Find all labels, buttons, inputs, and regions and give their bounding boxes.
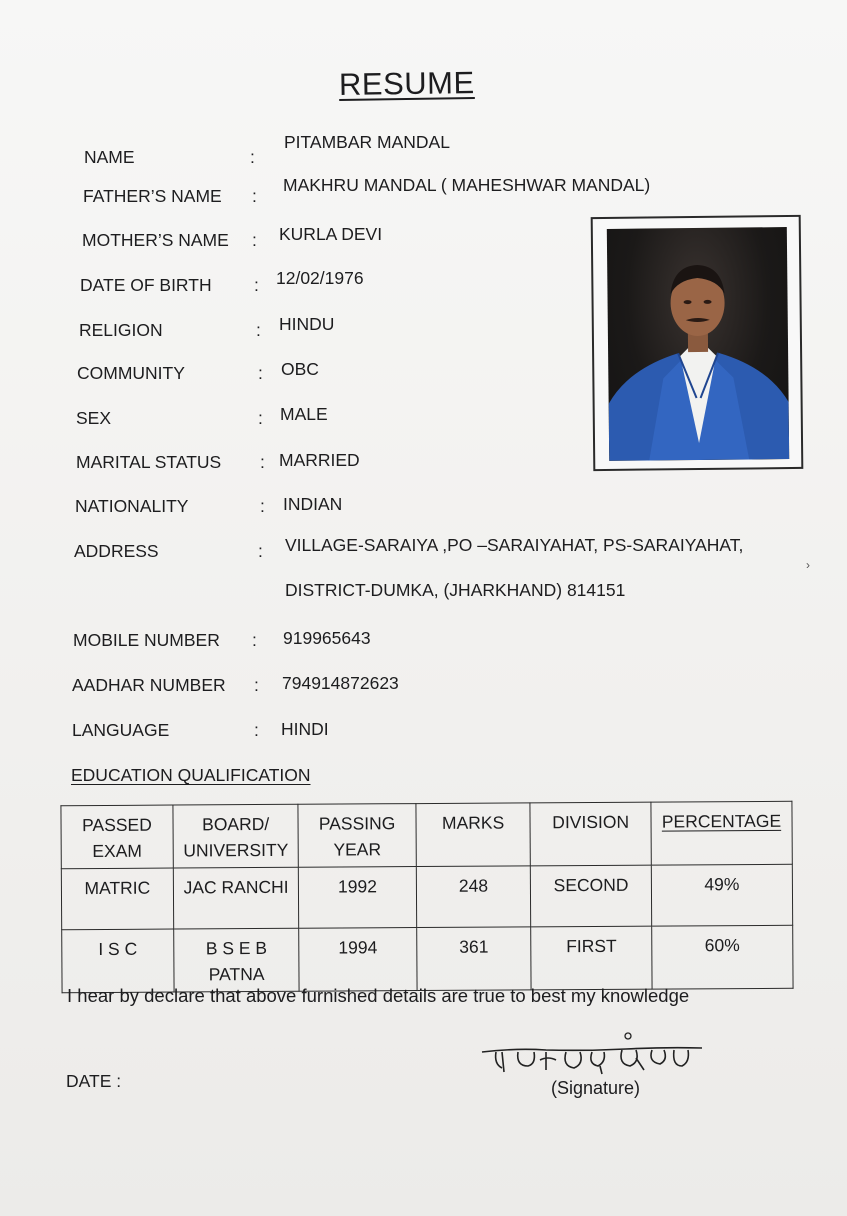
- table-cell: 1994: [299, 928, 417, 992]
- label-sex: SEX: [76, 408, 112, 428]
- table-row: [61, 864, 792, 929]
- education-table-header: [61, 801, 792, 868]
- separator-colon: :: [258, 363, 263, 383]
- label-aadhar-number: AADHAR NUMBER: [72, 675, 226, 695]
- resume-title: RESUME: [338, 65, 475, 102]
- value-mother-s-name: KURLA DEVI: [279, 224, 383, 244]
- label-language: LANGUAGE: [72, 720, 170, 740]
- value-mobile-number: 919965643: [283, 628, 371, 648]
- table-header-cell: [416, 803, 531, 867]
- separator-colon: :: [250, 147, 255, 167]
- value-nationality: INDIAN: [283, 494, 343, 514]
- table-header-label: DIVISION: [552, 811, 630, 833]
- person-portrait-icon: [607, 227, 789, 461]
- table-cell: MATRIC: [61, 868, 173, 930]
- table-header-label: PASSED EXAM: [82, 814, 152, 862]
- table-header-label: BOARD/ UNIVERSITY: [183, 813, 289, 861]
- table-header-cell: [61, 805, 173, 869]
- label-marital-status: MARITAL STATUS: [76, 452, 222, 472]
- value-community: OBC: [281, 359, 319, 379]
- table-cell: FIRST: [531, 926, 652, 990]
- label-community: COMMUNITY: [77, 363, 185, 383]
- value-name: PITAMBAR MANDAL: [284, 132, 450, 152]
- label-mobile-number: MOBILE NUMBER: [73, 630, 220, 650]
- table-cell: 361: [416, 927, 531, 991]
- separator-colon: :: [260, 452, 265, 472]
- separator-colon: :: [254, 675, 259, 695]
- table-cell: SECOND: [531, 865, 652, 927]
- profile-photo-frame: [591, 215, 804, 471]
- education-table: [60, 801, 793, 993]
- separator-colon: :: [258, 408, 263, 428]
- value-sex: MALE: [280, 404, 328, 424]
- value-religion: HINDU: [279, 314, 335, 334]
- value-father-s-name: MAKHRU MANDAL ( MAHESHWAR MANDAL): [283, 175, 651, 195]
- label-father-s-name: FATHER’S NAME: [83, 186, 222, 206]
- label-mother-s-name: MOTHER’S NAME: [82, 230, 229, 250]
- table-header-cell: [651, 801, 793, 865]
- table-header-cell: [173, 804, 299, 868]
- table-cell: JAC RANCHI: [173, 867, 299, 929]
- separator-colon: :: [258, 541, 263, 561]
- paper-mark: ›: [806, 558, 810, 572]
- label-religion: RELIGION: [79, 320, 163, 340]
- table-header-label: MARKS: [441, 812, 505, 833]
- table-cell: 49%: [651, 864, 793, 926]
- label-name: NAME: [84, 147, 135, 167]
- label-address: ADDRESS: [74, 541, 159, 561]
- table-cell: 1992: [299, 867, 417, 929]
- table-cell: 60%: [652, 925, 794, 989]
- table-cell: I S C: [62, 929, 174, 993]
- separator-colon: :: [256, 320, 261, 340]
- table-cell: B S E B PATNA: [174, 928, 300, 992]
- date-label: DATE :: [66, 1071, 122, 1091]
- declaration-text: I hear by declare that above furnished details are true to best my knowledge: [67, 985, 690, 1006]
- signature-caption: (Signature): [551, 1078, 641, 1098]
- table-header-label: PERCENTAGE: [661, 810, 782, 832]
- separator-colon: :: [254, 720, 259, 740]
- table-header-cell: [298, 804, 416, 868]
- value-address-line2: DISTRICT-DUMKA, (JHARKHAND) 814151: [285, 580, 626, 600]
- value-address: VILLAGE-SARAIYA ,PO –SARAIYAHAT, PS-SARAIYAHAT,: [285, 535, 744, 555]
- label-date-of-birth: DATE OF BIRTH: [80, 275, 212, 295]
- table-cell: 248: [416, 866, 531, 928]
- education-heading: EDUCATION QUALIFICATION: [71, 765, 311, 785]
- table-row: [62, 925, 793, 992]
- label-nationality: NATIONALITY: [75, 496, 189, 516]
- separator-colon: :: [252, 230, 257, 250]
- separator-colon: :: [254, 275, 259, 295]
- table-header-label: PASSING YEAR: [318, 813, 396, 860]
- separator-colon: :: [260, 496, 265, 516]
- value-language: HINDI: [281, 719, 329, 739]
- separator-colon: :: [252, 630, 257, 650]
- profile-photo: [607, 227, 789, 461]
- value-aadhar-number: 794914872623: [282, 673, 399, 693]
- table-header-cell: [530, 802, 651, 866]
- handwritten-signature: [476, 1030, 706, 1080]
- value-marital-status: MARRIED: [279, 450, 360, 470]
- separator-colon: :: [252, 186, 257, 206]
- value-date-of-birth: 12/02/1976: [276, 268, 364, 288]
